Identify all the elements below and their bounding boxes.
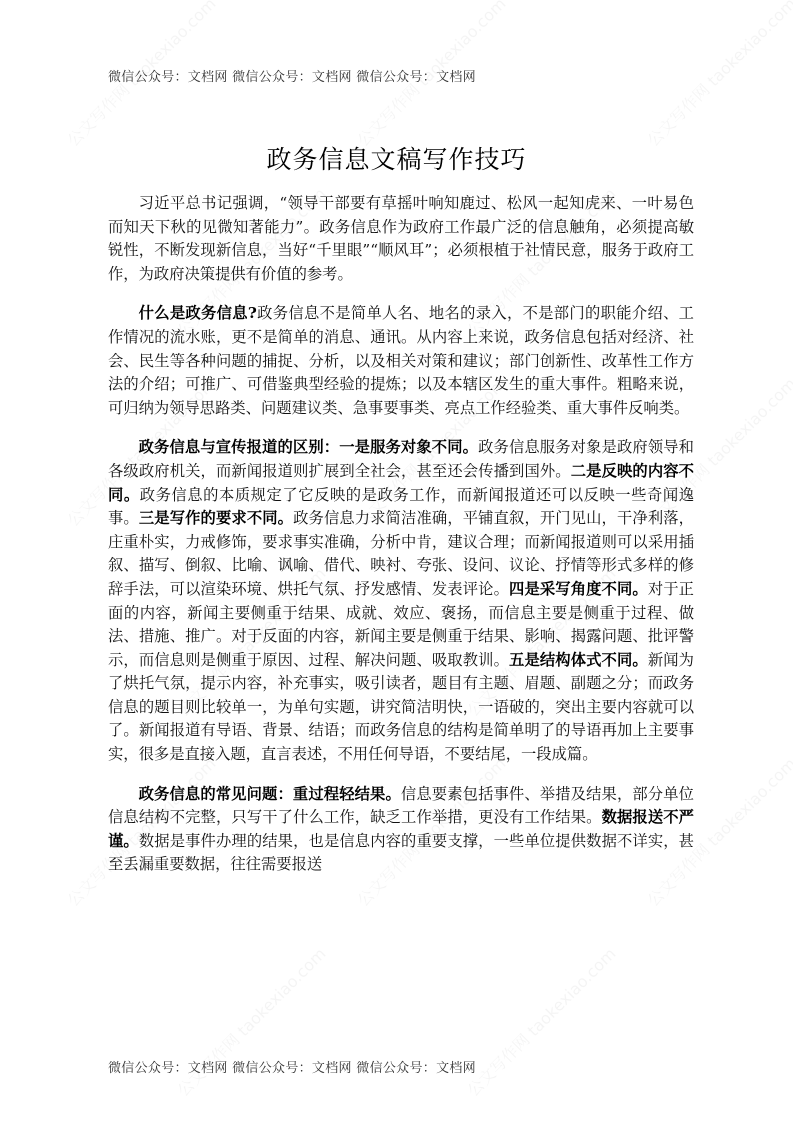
page-header: 微信公众号：文档网 微信公众号：文档网 微信公众号：文档网 bbox=[108, 70, 476, 85]
problem-point-2: 数据报送不严谨。 bbox=[108, 808, 694, 850]
differences-heading: 政务信息与宣传报道的区别： bbox=[138, 438, 340, 457]
difference-point-3: 三是写作的要求不同。 bbox=[138, 509, 294, 528]
difference-text-3: 政务信息力求简洁准确，平铺直叙，开门见山，干净利落，庄重朴实，力戒修饰，要求事实准确，分析中肯，建议合理；而新闻报道则可以采用插叙、描写、倒叙、比喻、讽喻、借代、映衬、夸张、设问、议论、抒情等形式多样的修辞手法，可以渲染环境、烘托气氛、抒发感情、发表评论。 bbox=[108, 509, 694, 598]
problem-point-1: 重过程轻结果。 bbox=[292, 784, 401, 803]
difference-text-5: 新闻为了烘托气氛，提示内容，补充事实，吸引读者，题目有主题、眉题、副题之分；而政务信息的题目则比较单一，为单句实题，讲究简洁明快，一语破的，突出主要内容就可以了。新闻报道有导语、背景、结语；而政务信息的结构是简单明了的导语再加上主要事实，很多是直接入题，直言表述，不用任何导语，不要结尾，一段成篇。 bbox=[108, 650, 694, 764]
problem-text-1: 信息要素包括事件、举措及结果，部分单位信息结构不完整，只写干了什么工作，缺乏工作举措，更没有工作结果。 bbox=[108, 784, 694, 827]
paragraph-intro bbox=[108, 192, 694, 286]
document-title: 政务信息文稿写作技巧 bbox=[266, 145, 527, 174]
paragraph-definition bbox=[108, 302, 694, 420]
page-footer: 微信公众号：文档网 微信公众号：文档网 微信公众号：文档网 bbox=[108, 1061, 476, 1076]
difference-point-5: 五是结构体式不同。 bbox=[509, 650, 648, 669]
difference-point-4: 四是采写角度不同。 bbox=[509, 579, 648, 598]
watermark-text bbox=[641, 0, 793, 151]
watermark-text bbox=[461, 942, 620, 1101]
difference-point-1: 一是服务对象不同。 bbox=[339, 438, 479, 457]
definition-heading: 什么是政务信息? bbox=[138, 304, 257, 323]
watermark-text bbox=[171, 942, 330, 1101]
difference-text-4: 对于正面的内容，新闻主要侧重于结果、成就、效应、褒扬，而信息主要是侧重于过程、做法、措施、推广。对于反面的内容，新闻主要是侧重于结果、影响、揭露问题、批评警示，而信息则是侧重于原因、过程、解决问题、吸取教训。 bbox=[108, 579, 694, 669]
difference-text-2: 政务信息的本质规定了它反映的是政务工作，而新闻报道还可以反映一些奇闻逸事。 bbox=[108, 485, 694, 528]
paragraph-differences bbox=[108, 436, 694, 766]
problems-heading: 政务信息的常见问题： bbox=[138, 784, 293, 803]
intro-text: 习近平总书记强调，“领导干部要有草摇叶响知鹿过、松风一起知虎来、一叶易色而知天下秋的见微知著能力”。政务信息作为政府工作最广泛的信息触角，必须提高敏锐性，不断发现新信息，当好“千里眼”“顺风耳”；必须根植于社情民意，服务于政府工作，为政府决策提供有价值的参考。 bbox=[108, 194, 694, 283]
problem-text-2: 数据是事件办理的结果，也是信息内容的重要支撑，一些单位提供数据不详实，甚至丢漏重要数据，往往需要报送 bbox=[108, 831, 694, 874]
paragraph-problems bbox=[108, 783, 694, 877]
difference-text-1: 政务信息服务对象是政府领导和各级政府机关，而新闻报道则扩展到全社会，甚至还会传播到国外。 bbox=[108, 438, 694, 480]
difference-point-2: 二是反映的内容不同。 bbox=[108, 461, 694, 504]
document-body bbox=[108, 192, 694, 893]
definition-text: 政务信息不是简单人名、地名的录入，不是部门的职能介绍、工作情况的流水账，更不是简单的消息、通讯。从内容上来说，政务信息包括对经济、社会、民生等各种问题的捕捉、分析，以及相关对策和建议；部门创新性、改革性工作方法的介绍；可推广、可借鉴典型经验的提炼；以及本辖区发生的重大事件。粗略来说，可归纳为领导思路类、问题建议类、急事要事类、亮点工作经验类、重大事件反响类。 bbox=[108, 304, 694, 417]
